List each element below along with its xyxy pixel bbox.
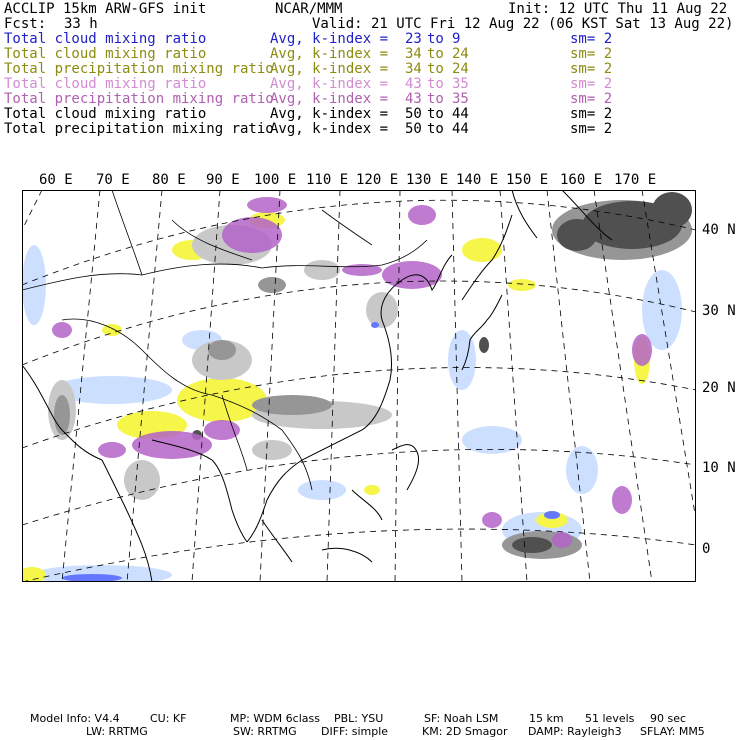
legend-sm: sm= 2 bbox=[570, 61, 613, 77]
legend-to: to bbox=[427, 76, 444, 92]
latitude-label: 20 N bbox=[702, 380, 736, 396]
legend-to: to bbox=[427, 106, 444, 122]
model-info-item: DAMP: Rayleigh3 bbox=[528, 725, 622, 738]
longitude-label: 60 E bbox=[39, 172, 73, 188]
legend-stat: Avg, k-index = bbox=[270, 76, 389, 92]
legend-field: Total precipitation mixing ratio bbox=[4, 121, 274, 137]
model-info-item: Model Info: V4.4 bbox=[30, 712, 120, 725]
legend-stat: Avg, k-index = bbox=[270, 46, 389, 62]
legend-stat: Avg, k-index = bbox=[270, 31, 389, 47]
forecast-label: Fcst: bbox=[4, 16, 47, 32]
longitude-label: 170 E bbox=[614, 172, 657, 188]
longitude-label: 150 E bbox=[506, 172, 549, 188]
legend-k1: 34 bbox=[405, 61, 422, 77]
longitude-label: 70 E bbox=[96, 172, 130, 188]
legend-sm: sm= 2 bbox=[570, 106, 613, 122]
legend-to: to bbox=[427, 121, 444, 137]
model-info-item: MP: WDM 6class bbox=[230, 712, 320, 725]
legend-k2: 9 bbox=[452, 31, 461, 47]
longitude-label: 130 E bbox=[406, 172, 449, 188]
valid-time: Valid: 21 UTC Fri 12 Aug 22 (06 KST Sat 13 Aug 22) bbox=[312, 16, 734, 32]
latitude-label: 10 N bbox=[702, 460, 736, 476]
model-info-item: DIFF: simple bbox=[321, 725, 389, 738]
latitude-label: 40 N bbox=[702, 222, 736, 238]
legend-to: to bbox=[427, 61, 444, 77]
model-info-item: 15 km bbox=[529, 712, 564, 725]
legend-field: Total cloud mixing ratio bbox=[4, 76, 207, 92]
legend-stat: Avg, k-index = bbox=[270, 121, 389, 137]
legend-k2: 44 bbox=[452, 121, 469, 137]
organization: NCAR/MMM bbox=[275, 1, 343, 17]
latitude-label: 0 bbox=[702, 541, 711, 557]
legend-field: Total precipitation mixing ratio bbox=[4, 61, 274, 77]
legend-field: Total cloud mixing ratio bbox=[4, 46, 207, 62]
legend-sm: sm= 2 bbox=[570, 121, 613, 137]
longitude-label: 110 E bbox=[306, 172, 349, 188]
legend-to: to bbox=[427, 46, 444, 62]
legend-k1: 43 bbox=[405, 91, 422, 107]
legend-k2: 24 bbox=[452, 46, 469, 62]
legend-k1: 50 bbox=[405, 106, 422, 122]
model-info-item: LW: RRTMG bbox=[86, 725, 148, 738]
legend-stat: Avg, k-index = bbox=[270, 106, 389, 122]
legend-field: Total cloud mixing ratio bbox=[4, 31, 207, 47]
weather-map bbox=[22, 190, 696, 582]
legend-sm: sm= 2 bbox=[570, 76, 613, 92]
legend-k1: 50 bbox=[405, 121, 422, 137]
longitude-label: 120 E bbox=[356, 172, 399, 188]
model-info-item: SFLAY: MM5 bbox=[640, 725, 705, 738]
model-info-item: SW: RRTMG bbox=[233, 725, 297, 738]
model-info-item: 51 levels bbox=[585, 712, 635, 725]
legend-k2: 44 bbox=[452, 106, 469, 122]
legend-sm: sm= 2 bbox=[570, 46, 613, 62]
legend-field: Total precipitation mixing ratio bbox=[4, 91, 274, 107]
model-info-item: SF: Noah LSM bbox=[424, 712, 499, 725]
legend-stat: Avg, k-index = bbox=[270, 61, 389, 77]
legend-k2: 35 bbox=[452, 76, 469, 92]
model-info-item: 90 sec bbox=[650, 712, 687, 725]
legend-stat: Avg, k-index = bbox=[270, 91, 389, 107]
legend-k2: 24 bbox=[452, 61, 469, 77]
init-time: Init: 12 UTC Thu 11 Aug 22 bbox=[508, 1, 728, 17]
legend-k1: 34 bbox=[405, 46, 422, 62]
longitude-label: 160 E bbox=[560, 172, 603, 188]
forecast-hours: 33 h bbox=[64, 16, 98, 32]
latitude-label: 30 N bbox=[702, 303, 736, 319]
legend-to: to bbox=[427, 91, 444, 107]
longitude-label: 80 E bbox=[152, 172, 186, 188]
legend-k1: 23 bbox=[405, 31, 422, 47]
model-info-item: CU: KF bbox=[150, 712, 187, 725]
longitude-label: 100 E bbox=[254, 172, 297, 188]
model-info-item: KM: 2D Smagor bbox=[422, 725, 508, 738]
legend-to: to bbox=[427, 31, 444, 47]
legend-field: Total cloud mixing ratio bbox=[4, 106, 207, 122]
legend-sm: sm= 2 bbox=[570, 31, 613, 47]
longitude-label: 140 E bbox=[456, 172, 499, 188]
map-title: ACCLIP 15km ARW-GFS init bbox=[4, 1, 207, 17]
longitude-label: 90 E bbox=[206, 172, 240, 188]
legend-k2: 35 bbox=[452, 91, 469, 107]
model-info-item: PBL: YSU bbox=[334, 712, 384, 725]
legend-k1: 43 bbox=[405, 76, 422, 92]
legend-sm: sm= 2 bbox=[570, 91, 613, 107]
